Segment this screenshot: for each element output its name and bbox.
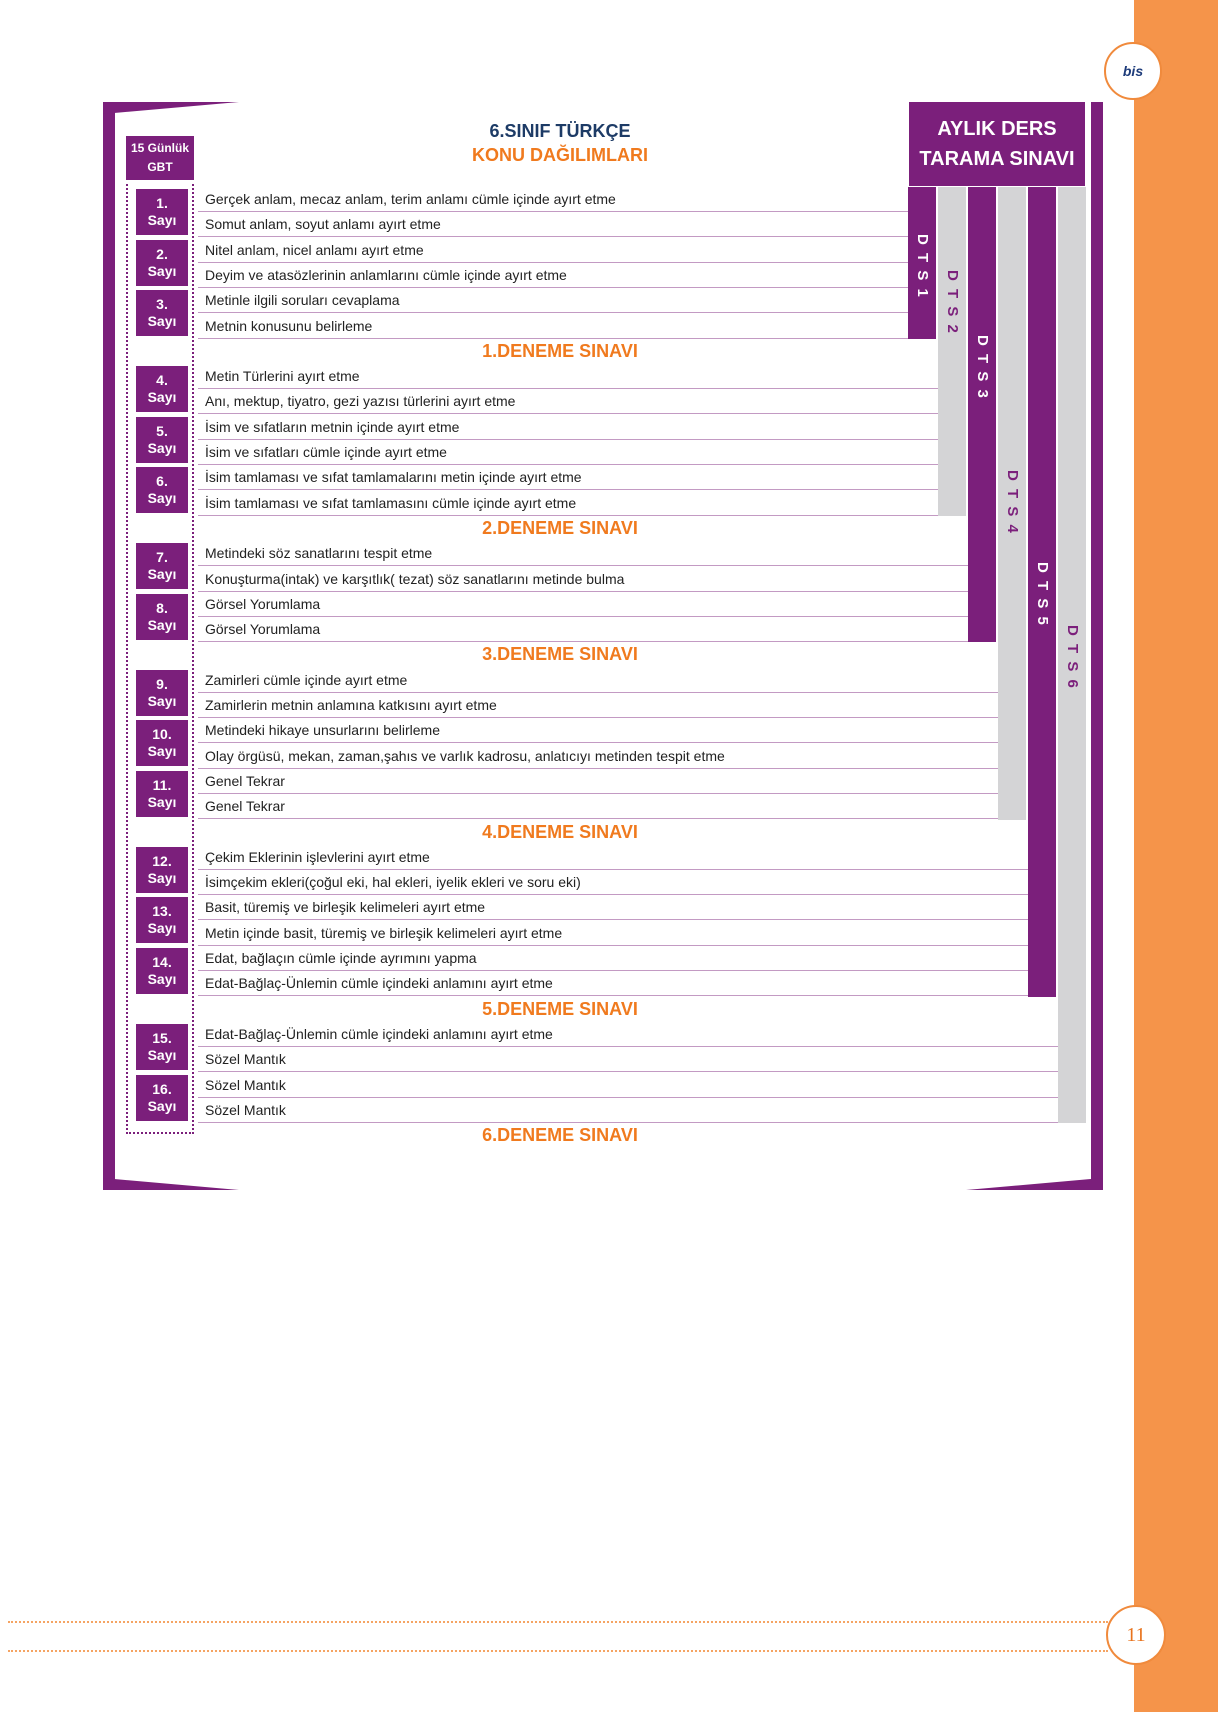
topic-row: Deyim ve atasözlerinin anlamlarını cümle içinde ayırt etme: [198, 263, 908, 288]
sayi-badge: [136, 594, 188, 640]
topic-row: Konuşturma(intak) ve karşıtlık( tezat) söz sanatlarını metinde bulma: [198, 567, 968, 592]
topic-row: Çekim Eklerinin işlevlerini ayırt etme: [198, 845, 1028, 870]
topic-row: Edat-Bağlaç-Ünlemin cümle içindeki anlamını ayırt etme: [198, 971, 1028, 996]
topic-row: Edat, bağlaçın cümle içinde ayrımını yapma: [198, 946, 1028, 971]
sayi-label: Sayı: [147, 793, 177, 810]
topic-row: İsim tamlaması ve sıfat tamlamalarını metin içinde ayırt etme: [198, 465, 938, 490]
sayi-label: Sayı: [147, 1097, 177, 1114]
sayi-badge: [136, 847, 188, 893]
topic-row: Metnin konusunu belirleme: [198, 314, 908, 339]
topic-row: Genel Tekrar: [198, 769, 998, 794]
topic-row: Sözel Mantık: [198, 1098, 1058, 1123]
deneme-heading: 6.DENEME SINAVI: [482, 1125, 638, 1146]
topic-row: Anı, mektup, tiyatro, gezi yazısı türlerini ayırt etme: [198, 389, 938, 414]
sayi-label: Sayı: [147, 692, 177, 709]
topic-row: Görsel Yorumlama: [198, 617, 968, 642]
sayi-badge: [136, 366, 188, 412]
aylik-line2: TARAMA SINAVI: [919, 148, 1075, 170]
sayi-label: Sayı: [147, 439, 177, 456]
sayi-badge: [136, 240, 188, 286]
frame-corner: [103, 1178, 239, 1190]
topic-row: Zamirleri cümle içinde ayırt etme: [198, 668, 998, 693]
topic-row: Edat-Bağlaç-Ünlemin cümle içindeki anlamını ayırt etme: [198, 1022, 1058, 1047]
orange-side-strip: [1134, 0, 1218, 1712]
dts-label: [908, 234, 936, 304]
dts-label: [1058, 625, 1086, 695]
dts-column: [998, 187, 1026, 820]
sayi-badge: [136, 948, 188, 994]
topic-row: İsim ve sıfatların metnin içinde ayırt etme: [198, 415, 938, 440]
topic-row: Sözel Mantık: [198, 1047, 1058, 1072]
sayi-badge: [136, 1075, 188, 1121]
deneme-heading: 3.DENEME SINAVI: [482, 644, 638, 665]
sayi-number: 7.: [156, 549, 168, 566]
topic-row: İsimçekim ekleri(çoğul eki, hal ekleri, iyelik ekleri ve soru eki): [198, 870, 1028, 895]
dts-column: [1058, 187, 1086, 1123]
sayi-number: 4.: [156, 372, 168, 389]
sayi-badge: [136, 290, 188, 336]
sayi-label: Sayı: [147, 616, 177, 633]
topic-row: Sözel Mantık: [198, 1073, 1058, 1098]
sayi-number: 13.: [152, 903, 172, 920]
dotted-divider: [8, 1650, 1108, 1652]
sayi-label: Sayı: [147, 212, 177, 228]
publisher-logo: [1104, 42, 1162, 100]
dts-column: [968, 187, 996, 642]
topic-row: Basit, türemiş ve birleşik kelimeleri ayırt etme: [198, 895, 1028, 920]
dts-label-text: D T S 2: [944, 270, 961, 335]
frame-left-bar: [103, 102, 115, 1190]
logo-text: bis: [1122, 63, 1144, 79]
sayi-number: 12.: [152, 852, 172, 869]
sayi-label: Sayı: [147, 743, 177, 760]
sayi-badge: [136, 467, 188, 513]
page-title: 6.SINIF TÜRKÇE: [489, 121, 631, 141]
dts-label-text: D T S 1: [914, 234, 931, 299]
sayi-number: 2.: [156, 245, 168, 262]
topic-row: Somut anlam, soyut anlamı ayırt etme: [198, 212, 908, 237]
topic-row: Genel Tekrar: [198, 794, 998, 819]
dts-column: [908, 187, 936, 339]
frame-right-bar: [1091, 102, 1103, 1190]
sayi-badge: [136, 417, 188, 463]
sayi-label: Sayı: [147, 262, 177, 279]
sayi-label: Sayı: [147, 920, 177, 937]
page-number: 11: [1106, 1605, 1166, 1665]
sayi-number: 8.: [156, 599, 168, 616]
page-subtitle: KONU DAĞILIMLARI: [472, 145, 648, 165]
gbt-line1: 15 Günlük: [130, 141, 189, 155]
sayi-badge: [136, 897, 188, 943]
topic-row: Metindeki söz sanatlarını tespit etme: [198, 541, 968, 566]
sayi-label: Sayı: [147, 490, 177, 507]
sayi-number: 14.: [152, 954, 172, 970]
topic-row: Metin Türlerini ayırt etme: [198, 364, 938, 389]
sayi-number: 15.: [152, 1029, 172, 1046]
topic-row: Görsel Yorumlama: [198, 592, 968, 617]
aylik-line1: AYLIK DERS: [937, 118, 1057, 140]
frame-corner: [103, 102, 239, 114]
topic-row: İsim ve sıfatları cümle içinde ayırt etme: [198, 440, 938, 465]
deneme-heading: 5.DENEME SINAVI: [482, 998, 638, 1019]
sayi-badge: [136, 189, 188, 235]
sayi-label: Sayı: [147, 566, 177, 583]
aylik-header: [908, 101, 1086, 187]
sayi-number: 6.: [156, 473, 168, 490]
sayi-label: Sayı: [147, 971, 177, 987]
dotted-divider: [8, 1621, 1108, 1623]
dts-column: [938, 187, 966, 516]
sayi-number: 16.: [152, 1080, 172, 1097]
topic-row: Nitel anlam, nicel anlamı ayırt etme: [198, 238, 908, 263]
dts-label: [968, 335, 996, 405]
sayi-number: 5.: [156, 422, 168, 439]
sayi-label: Sayı: [147, 1046, 177, 1063]
deneme-heading: 4.DENEME SINAVI: [482, 821, 638, 842]
sayi-number: 10.: [152, 726, 172, 743]
dts-label: [998, 470, 1026, 540]
topic-row: Olay örgüsü, mekan, zaman,şahıs ve varlık kadrosu, anlatıcıyı metinden tespit etme: [198, 744, 998, 769]
topic-row: Zamirlerin metnin anlamına katkısını ayırt etme: [198, 693, 998, 718]
sayi-label: Sayı: [147, 389, 177, 406]
topic-row: İsim tamlaması ve sıfat tamlamasını cümle içinde ayırt etme: [198, 491, 938, 516]
sayi-number: 11.: [152, 776, 172, 793]
frame-corner: [966, 1178, 1102, 1190]
sayi-badge: [136, 1024, 188, 1070]
sayi-badge: [136, 720, 188, 766]
gbt-line2: GBT: [147, 160, 173, 174]
dts-label-text: D T S 3: [974, 335, 991, 400]
topic-row: Metinle ilgili soruları cevaplama: [198, 288, 908, 313]
sayi-number: 9.: [156, 675, 168, 692]
dts-column: [1028, 187, 1056, 997]
topic-row: Metin içinde basit, türemiş ve birleşik kelimeleri ayırt etme: [198, 921, 1028, 946]
dts-label-text: D T S 6: [1064, 625, 1081, 690]
sayi-number: 1.: [156, 195, 168, 211]
deneme-heading: 1.DENEME SINAVI: [482, 340, 638, 361]
sayi-badge: [136, 670, 188, 716]
topic-row: Metindeki hikaye unsurlarını belirleme: [198, 718, 998, 743]
dts-label-text: D T S 5: [1034, 562, 1051, 627]
sayi-number: 3.: [156, 296, 168, 313]
sayi-badge: [136, 543, 188, 589]
sayi-label: Sayı: [147, 869, 177, 886]
sayi-label: Sayı: [147, 313, 177, 330]
deneme-heading: 2.DENEME SINAVI: [482, 517, 638, 538]
topic-row: Gerçek anlam, mecaz anlam, terim anlamı cümle içinde ayırt etme: [198, 187, 908, 212]
gbt-header: [126, 136, 194, 180]
dts-label-text: D T S 4: [1004, 470, 1021, 535]
dts-label: [938, 270, 966, 340]
sayi-badge: [136, 771, 188, 817]
dts-label: [1028, 562, 1056, 632]
